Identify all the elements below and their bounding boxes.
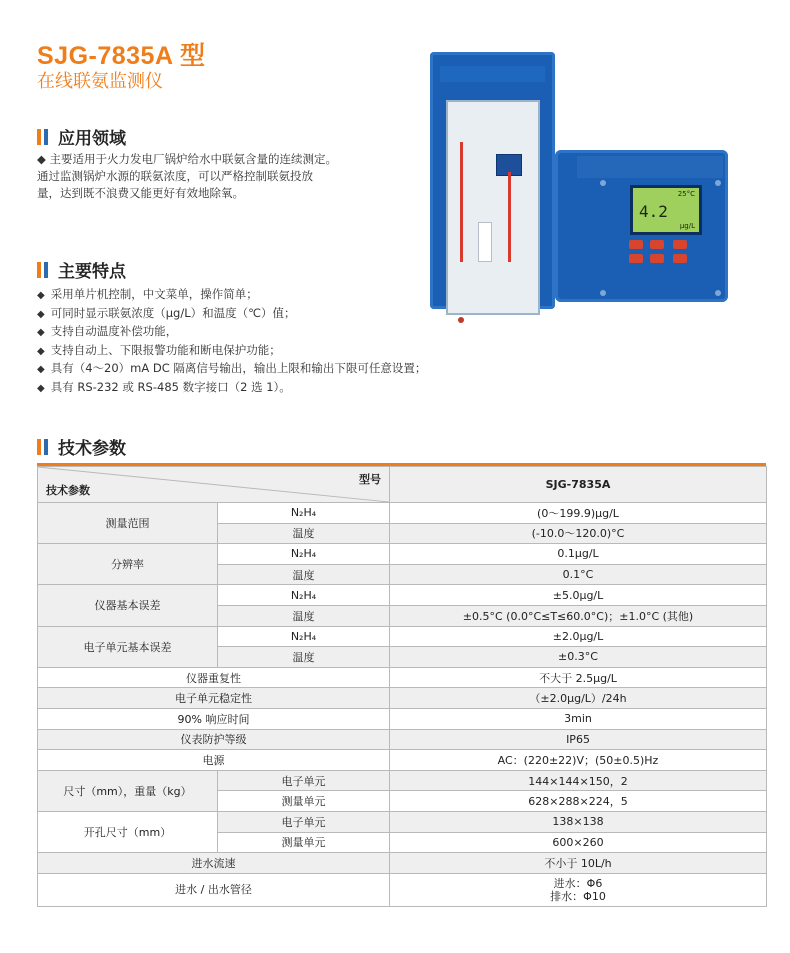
application-line: ◆ 主要适用于火力发电厂锅炉给水中联氨含量的连续测定。 bbox=[37, 152, 337, 166]
model-column-header: SJG-7835A bbox=[390, 467, 767, 503]
bolt bbox=[715, 290, 721, 296]
table-row bbox=[38, 873, 767, 906]
display-unit: μg/L bbox=[679, 222, 695, 230]
bolt bbox=[715, 180, 721, 186]
feature-item: ◆ 支持自动上、下限报警功能和断电保护功能； bbox=[37, 342, 281, 357]
pipe-inlet: 进水：Φ6 bbox=[553, 876, 603, 890]
table-row bbox=[38, 503, 767, 524]
sub-label: 温度 bbox=[218, 605, 390, 626]
sub-label: 电子单元 bbox=[218, 770, 390, 791]
sub-label: 温度 bbox=[218, 523, 390, 544]
param-label: 尺寸（mm），重量（kg） bbox=[38, 770, 218, 811]
corner-param-label: 技术参数 bbox=[46, 484, 90, 497]
spec-table bbox=[37, 466, 767, 907]
param-label: 进水 / 出水管径 bbox=[38, 873, 390, 906]
param-label: 电源 bbox=[38, 750, 390, 771]
diamond-bullet-icon: ◆ bbox=[37, 364, 45, 375]
param-label: 仪器重复性 bbox=[38, 667, 390, 688]
spec-value: 不小于 10L/h bbox=[390, 853, 767, 874]
spec-value: 628×288×224，5 bbox=[390, 791, 767, 812]
section-title: 技术参数 bbox=[58, 439, 126, 459]
diamond-bullet-icon: ◆ bbox=[37, 290, 45, 301]
heading-accent-bar bbox=[37, 262, 41, 278]
spec-value: ±2.0μg/L bbox=[390, 626, 767, 647]
feature-item: ◆ 具有 RS-232 或 RS-485 数字接口（2 选 1）。 bbox=[37, 379, 291, 394]
meter-key bbox=[650, 240, 664, 249]
param-label: 电子单元基本误差 bbox=[38, 626, 218, 667]
table-row bbox=[38, 688, 767, 709]
param-label: 进水流速 bbox=[38, 853, 390, 874]
table-row bbox=[38, 626, 767, 647]
diagonal-line bbox=[38, 467, 389, 502]
measurement-cabinet-image bbox=[430, 52, 555, 309]
spec-value: 不大于 2.5μg/L bbox=[390, 667, 767, 688]
product-subtitle: 在线联氨监测仪 bbox=[37, 71, 163, 92]
spec-value: 144×144×150，2 bbox=[390, 770, 767, 791]
indicator-light bbox=[458, 317, 464, 323]
spec-value: 138×138 bbox=[390, 811, 767, 832]
display-temp: 25°C bbox=[677, 190, 695, 198]
section-title: 应用领域 bbox=[58, 129, 126, 149]
spec-value: 0.1μg/L bbox=[390, 544, 767, 565]
sub-label: 温度 bbox=[218, 564, 390, 585]
spec-value: 0.1°C bbox=[390, 564, 767, 585]
tube bbox=[460, 142, 463, 262]
param-label: 仪器基本误差 bbox=[38, 585, 218, 626]
meter-key bbox=[673, 240, 687, 249]
spec-value: AC：(220±22)V；(50±0.5)Hz bbox=[390, 750, 767, 771]
spec-value bbox=[390, 873, 767, 906]
param-label: 开孔尺寸（mm） bbox=[38, 811, 218, 852]
section-features-heading bbox=[37, 257, 126, 282]
param-label: 电子单元稳定性 bbox=[38, 688, 390, 709]
diamond-bullet-icon: ◆ bbox=[37, 382, 45, 394]
diamond-bullet-icon: ◆ bbox=[37, 345, 45, 357]
table-row bbox=[38, 667, 767, 688]
flow-cup bbox=[478, 222, 492, 262]
features-list bbox=[37, 286, 426, 397]
table-row bbox=[38, 544, 767, 565]
bolt bbox=[600, 290, 606, 296]
table-row bbox=[38, 811, 767, 832]
spec-value: 600×260 bbox=[390, 832, 767, 853]
cabinet-window bbox=[446, 100, 540, 315]
feature-item: ◆ 采用单片机控制，中文菜单，操作简单； bbox=[37, 287, 258, 301]
diamond-bullet-icon: ◆ bbox=[37, 327, 45, 338]
application-line: 通过监测锅炉水源的联氨浓度，可以严格控制联氨投放 bbox=[37, 169, 313, 183]
spec-value: (-10.0～120.0)°C bbox=[390, 523, 767, 544]
pipe-outlet: 排水：Φ10 bbox=[550, 889, 606, 903]
feature-item: ◆ 支持自动温度补偿功能， bbox=[37, 324, 178, 338]
table-header-row bbox=[38, 467, 767, 503]
meter-key bbox=[650, 254, 664, 263]
product-model: SJG-7835A 型 bbox=[37, 42, 206, 70]
table-row bbox=[38, 770, 767, 791]
sub-label: N₂H₄ bbox=[218, 503, 390, 524]
meter-key bbox=[629, 240, 643, 249]
spec-value: ±0.3°C bbox=[390, 647, 767, 668]
electronic-unit-image bbox=[555, 150, 728, 302]
meter-lid bbox=[577, 156, 723, 178]
table-row bbox=[38, 750, 767, 771]
diamond-bullet-icon: ◆ bbox=[37, 308, 45, 320]
heading-accent-bar bbox=[44, 262, 48, 278]
heading-accent-bar bbox=[44, 129, 48, 145]
corner-model-label: 型号 bbox=[359, 473, 381, 486]
param-label: 仪表防护等级 bbox=[38, 729, 390, 750]
application-line: 量，达到既不浪费又能更好有效地除氧。 bbox=[37, 186, 244, 200]
application-text bbox=[37, 151, 387, 202]
spec-value: （±2.0μg/L）/24h bbox=[390, 688, 767, 709]
meter-key bbox=[673, 254, 687, 263]
feature-item: ◆ 具有（4～20）mA DC 隔离信号输出，输出上限和输出下限可任意设置； bbox=[37, 361, 427, 375]
spec-value: ±5.0μg/L bbox=[390, 585, 767, 606]
spec-value: ±0.5°C (0.0°C≤T≤60.0°C)；±1.0°C (其他) bbox=[390, 605, 767, 626]
meter-key bbox=[629, 254, 643, 263]
table-row bbox=[38, 585, 767, 606]
param-label: 分辨率 bbox=[38, 544, 218, 585]
param-label: 90% 响应时间 bbox=[38, 708, 390, 729]
spec-table-wrapper bbox=[37, 463, 766, 907]
sub-label: 测量单元 bbox=[218, 832, 390, 853]
spec-value: IP65 bbox=[390, 729, 767, 750]
table-row bbox=[38, 708, 767, 729]
sub-label: N₂H₄ bbox=[218, 544, 390, 565]
spec-value: 3min bbox=[390, 708, 767, 729]
heading-accent-bar bbox=[37, 129, 41, 145]
table-row bbox=[38, 853, 767, 874]
tube bbox=[508, 172, 511, 262]
bolt bbox=[600, 180, 606, 186]
section-application-heading bbox=[37, 124, 126, 149]
section-specs-heading bbox=[37, 434, 126, 459]
sub-label: 温度 bbox=[218, 647, 390, 668]
meter-display bbox=[630, 185, 702, 235]
display-value: 4.2 bbox=[639, 202, 668, 221]
sub-label: 电子单元 bbox=[218, 811, 390, 832]
feature-item: ◆ 可同时显示联氨浓度（μg/L）和温度（℃）值； bbox=[37, 305, 296, 320]
table-row bbox=[38, 729, 767, 750]
sub-label: 测量单元 bbox=[218, 791, 390, 812]
heading-accent-bar bbox=[44, 439, 48, 455]
heading-accent-bar bbox=[37, 439, 41, 455]
sub-label: N₂H₄ bbox=[218, 626, 390, 647]
spec-value: (0～199.9)μg/L bbox=[390, 503, 767, 524]
param-label: 测量范围 bbox=[38, 503, 218, 544]
sub-label: N₂H₄ bbox=[218, 585, 390, 606]
section-title: 主要特点 bbox=[58, 262, 126, 282]
cabinet-top-panel bbox=[440, 66, 545, 82]
table-corner-cell bbox=[38, 467, 390, 503]
